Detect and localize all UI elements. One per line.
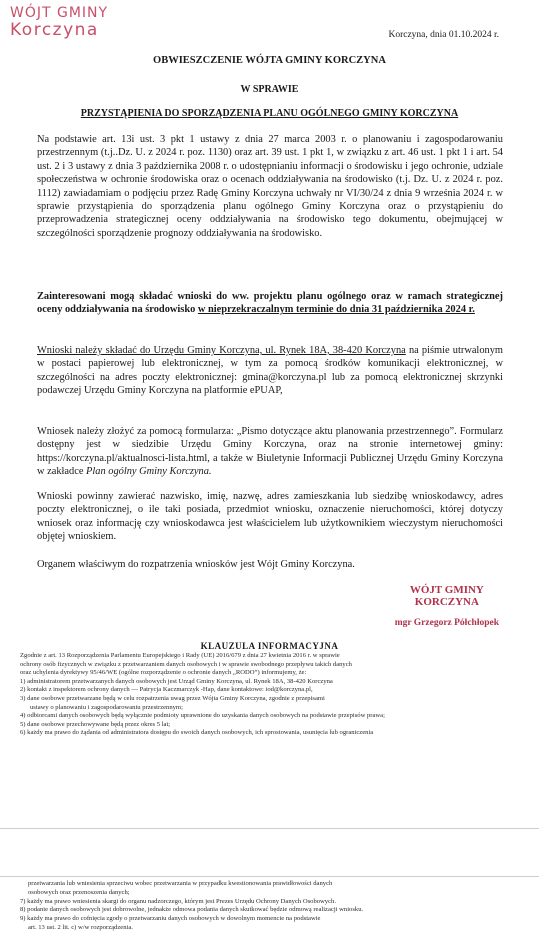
page-break-top (0, 828, 539, 829)
signature-line-1: WÓJT GMINY (409, 584, 484, 596)
document-title: OBWIESZCZENIE WÓJTA GMINY KORCZYNA (153, 55, 386, 66)
klauzula-line: 5) dane osobowe przechowywane będą przez okres 5 lat; (20, 720, 171, 728)
footer-line: przetwarzania lub wniesienia sprzeciwu wobec przetwarzania w przypadku kwestionowania prawidłowości danych (28, 880, 333, 887)
klauzula-line: 3) dane osobowe przetwarzane będą w celu rozpatrzenia uwag przez Wójta Gminy Korczyna, zgodnie z przepisami (20, 694, 325, 702)
submission-text: na piśmie utrwalonym w postaci papierowej lub elektronicznej, w tym za pomocą środków komunikacji elektronicznej, w szczególności na adres poczty elektronicznej: gmina@korczyna.pl lub za pomocą elektronicznej skrzynki podawczej Urzędu Gminy Korczyna na platformie ePUAP, (37, 345, 503, 397)
deadline-date: w nieprzekraczalnym terminie do dnia 31 października 2024 r. (197, 304, 475, 316)
form-text: Wniosek należy złożyć za pomocą formularza: „Pismo dotyczące aktu planowania przestrzennego”. Formularz dostępny jest w siedzibie Urzędu Gminy Korczyna, oraz na stronie internetowej gminy: https://korczyna.pl/aktualnosci-lista.html, a także w Biuletynie Informacji Publicznej Urzędu Gminy Korczyna w zakładce (37, 426, 503, 478)
signature-name: mgr Grzegorz Półchłopek (394, 618, 499, 628)
footer-line: art. 13 ust. 2 lit. c) w/w rozporządzenia. (28, 923, 133, 931)
paragraph-deadline (37, 290, 503, 317)
stamp-line-2: Korczyna (10, 20, 99, 40)
klauzula-line: 2) kontakt z inspektorem ochrony danych — Patrycja Kaczmarczyk -Hap, dane kontaktowe: iod@korczyna.pl, (20, 686, 313, 694)
klauzula-line: 6) każdy ma prawo do żądania od administratora dostępu do swoich danych osobowych, ich sprostowania, usunięcia lub ograniczenia (20, 729, 374, 737)
footer-line: 8) podanie danych osobowych jest dobrowolne, jednakże odmowa podania danych skutkować będzie odmową realizacji wniosku. (20, 906, 364, 914)
klauzula-line: 4) odbiorcami danych osobowych będą wyłącznie podmioty uprawnione do uzyskania danych osobowych na podstawie przepisów prawa; (20, 712, 385, 720)
klauzula-body (20, 652, 520, 738)
place-and-date: Korczyna, dnia 01.10.2024 r. (388, 30, 499, 40)
footer-line: 7) każdy ma prawo wniesienia skargi do organu nadzorczego, którym jest Prezes Urzędu Ochrony Danych Osobowych. (20, 897, 336, 905)
form-tab-name: Plan ogólny Gminy Korczyna. (86, 466, 212, 478)
footer-line: 9) każdy ma prawo do cofnięcia zgody o przetwarzaniu danych osobowych w dowolnym momencie na podstawie (20, 915, 321, 923)
klauzula-line: oraz uchylenia dyrektywy 95/46/WE (ogólne rozporządzenie o ochronie danych „RODO”) informujemy, że: (20, 669, 307, 677)
paragraph-form (37, 425, 503, 479)
footer-line: osobowych oraz przenoszenia danych; (28, 888, 130, 896)
submission-address: Wnioski należy składać do Urzędu Gminy Korczyna, ul. Rynek 18A, 38-420 Korczyna (37, 345, 406, 356)
office-stamp (10, 6, 108, 39)
page-break-bottom (0, 876, 539, 877)
klauzula-line: ochrony osób fizycznych w związku z przetwarzaniem danych osobowych i w sprawie swobodnego przepływu takich danych (20, 660, 352, 668)
klauzula-line: Zgodnie z art. 13 Rozporządzenia Parlamentu Europejskiego i Rady (UE) 2016/679 z dnia 27 kwietnia 2016 r. w sprawie (20, 652, 340, 659)
klauzula-line: ustawy o planowaniu i zagospodarowaniu przestrzennym; (30, 703, 183, 711)
document-subject: PRZYSTĄPIENIA DO SPORZĄDZENIA PLANU OGÓLNEGO GMINY KORCZYNA (80, 108, 459, 119)
paragraph-submission (37, 344, 503, 398)
signature-block (395, 584, 499, 628)
paragraph-content: Wnioski powinny zawierać nazwisko, imię, nazwę, adres zamieszkania lub siedzibę wnioskodawcy, adres poczty elektronicznej, o ile taki posiada, przedmiot wniosku, oznaczenie nieruchomości, której dotyczy wniosek oraz informację czy wnioskodawca jest właścicielem lub użytkownikiem wieczystym nieruchomości objętej wnioskiem. (37, 491, 503, 543)
signature-line-2: KORCZYNA (414, 596, 479, 608)
footer-continuation (20, 880, 520, 933)
stamp-line-1: WÓJT GMINY (10, 5, 109, 21)
paragraph-authority: Organem właściwym do rozpatrzenia wniosków jest Wójt Gminy Korczyna. (37, 559, 355, 570)
klauzula-title: KLAUZULA INFORMACYJNA (200, 641, 339, 651)
klauzula-line: 1) administratorem przetwarzanych danych osobowych jest Urząd Gminy Korczyna, ul. Rynek 18A, 38-420 Korczyna (20, 677, 333, 685)
paragraph-legal-basis: Na podstawie art. 13i ust. 3 pkt 1 ustawy z dnia 27 marca 2003 r. o planowaniu i zagospodarowaniu przestrzennym (t.j..Dz. U. z 2024 r. poz. 1130) oraz art. 39 ust. 1 pkt 1, w związku z art. 46 ust. 1 pkt 1 i art. 54 ust. 2 i 3 ustawy z dnia 3 października 2008 r. o udostępnianiu informacji o środowisku i jego ochronie, udziale społeczeństwa w ochronie środowiska oraz o ocenach oddziaływania na środowisko (t.j. Dz. U. z 2024 r. poz. 1112) zawiadamiam o podjęciu przez Radę Gminy Korczyna uchwały nr VI/30/24 z dnia 9 września 2024 r. w sprawie przystąpienia do sporządzenia planu ogólnego Gminy Korczyna oraz o przystąpieniu do przeprowadzenia strategicznej oceny oddziaływania na środowisko tego dokumentu, obejmującej w szczególności sporządzenie prognozy oddziaływania na środowisko. (37, 134, 503, 239)
deadline-text: Zainteresowani mogą składać wnioski do ww. projektu planu ogólnego oraz w ramach strategicznej oceny oddziaływania na środowisko (37, 291, 503, 316)
document-subtitle: W SPRAWIE (240, 84, 299, 95)
